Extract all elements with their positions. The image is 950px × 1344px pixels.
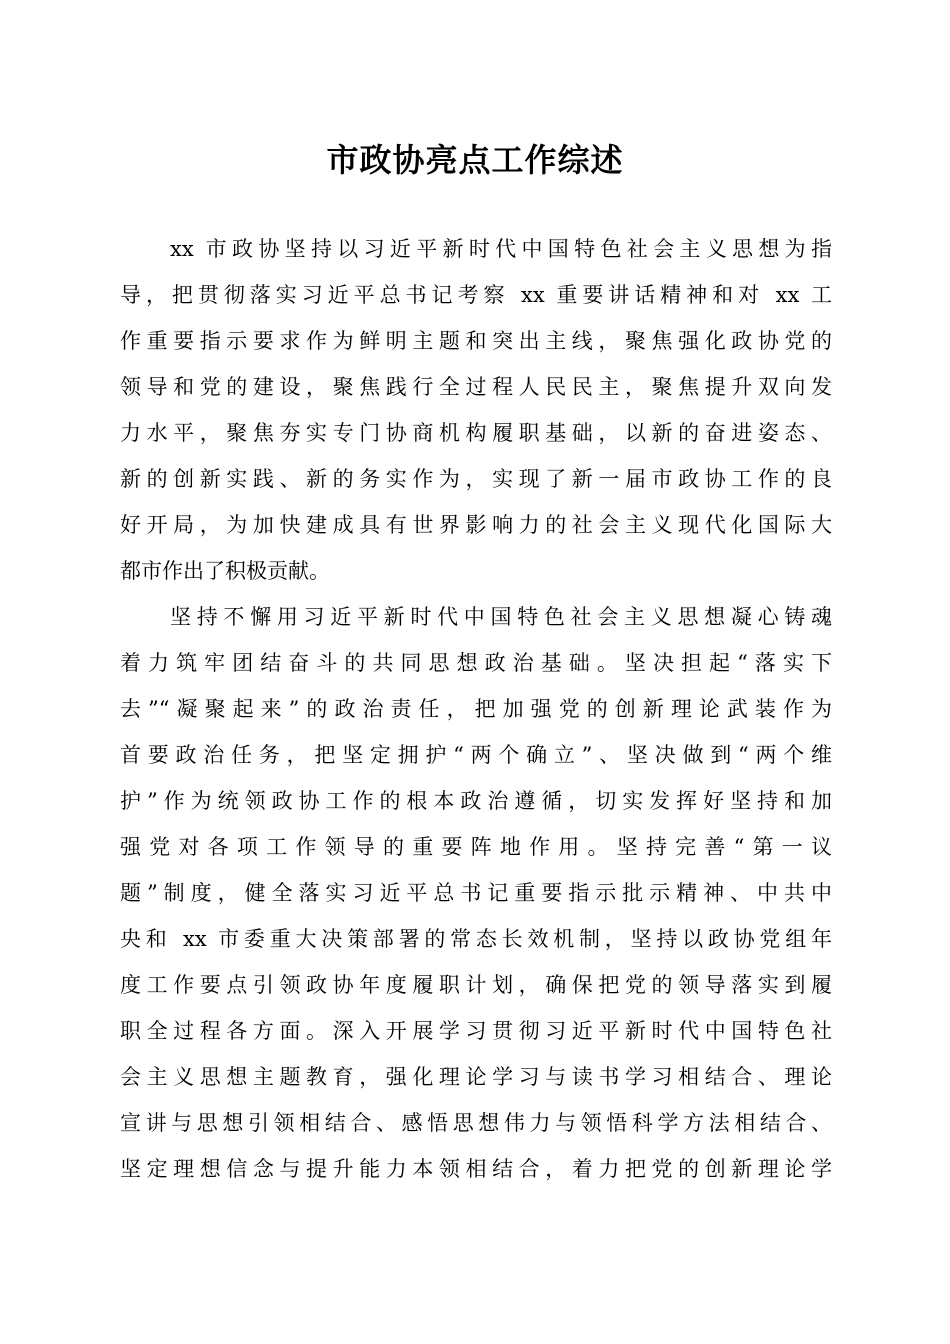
text-line: 力水平，聚焦夯实专门协商机构履职基础，以新的奋进姿态、 bbox=[120, 421, 832, 445]
text-line: 度工作要点引领政协年度履职计划，确保把党的领导落实到履 bbox=[120, 973, 832, 997]
text-line: 护”作为统领政协工作的根本政治遵循，切实发挥好坚持和加 bbox=[120, 789, 832, 813]
text-line: 都市作出了积极贡献。 bbox=[120, 559, 330, 583]
paragraph-2 bbox=[120, 594, 832, 1192]
text-line: 央和 xx 市委重大决策部署的常态长效机制，坚持以政协党组年 bbox=[120, 927, 832, 951]
document-title: 市政协亮点工作综述 bbox=[326, 141, 624, 179]
paragraph-1 bbox=[120, 226, 832, 594]
text-line: 强党对各项工作领导的重要阵地作用。坚持完善“第一议 bbox=[120, 835, 832, 859]
text-line: 新的创新实践、新的务实作为，实现了新一届市政协工作的良 bbox=[120, 467, 832, 491]
text-line: xx 市政协坚持以习近平新时代中国特色社会主义思想为指 bbox=[170, 237, 832, 261]
text-line: 去”“凝聚起来”的政治责任，把加强党的创新理论武装作为 bbox=[120, 697, 832, 721]
text-line: 作重要指示要求作为鲜明主题和突出主线，聚焦强化政协党的 bbox=[120, 329, 832, 353]
text-line: 坚定理想信念与提升能力本领相结合，着力把党的创新理论学 bbox=[120, 1157, 832, 1181]
text-line: 会主义思想主题教育，强化理论学习与读书学习相结合、理论 bbox=[120, 1065, 832, 1089]
text-line: 首要政治任务，把坚定拥护“两个确立”、坚决做到“两个维 bbox=[120, 743, 832, 767]
text-line: 宣讲与思想引领相结合、感悟思想伟力与领悟科学方法相结合、 bbox=[120, 1111, 832, 1135]
text-line: 导，把贯彻落实习近平总书记考察 xx 重要讲话精神和对 xx 工 bbox=[120, 283, 832, 307]
text-line: 着力筑牢团结奋斗的共同思想政治基础。坚决担起“落实下 bbox=[120, 651, 832, 675]
text-line: 题”制度，健全落实习近平总书记重要指示批示精神、中共中 bbox=[120, 881, 832, 905]
text-line: 职全过程各方面。深入开展学习贯彻习近平新时代中国特色社 bbox=[120, 1019, 832, 1043]
text-line: 好开局，为加快建成具有世界影响力的社会主义现代化国际大 bbox=[120, 513, 832, 537]
text-line: 领导和党的建设，聚焦践行全过程人民民主，聚焦提升双向发 bbox=[120, 375, 832, 399]
document-body bbox=[120, 226, 832, 1192]
text-line: 坚持不懈用习近平新时代中国特色社会主义思想凝心铸魂 bbox=[170, 605, 832, 629]
